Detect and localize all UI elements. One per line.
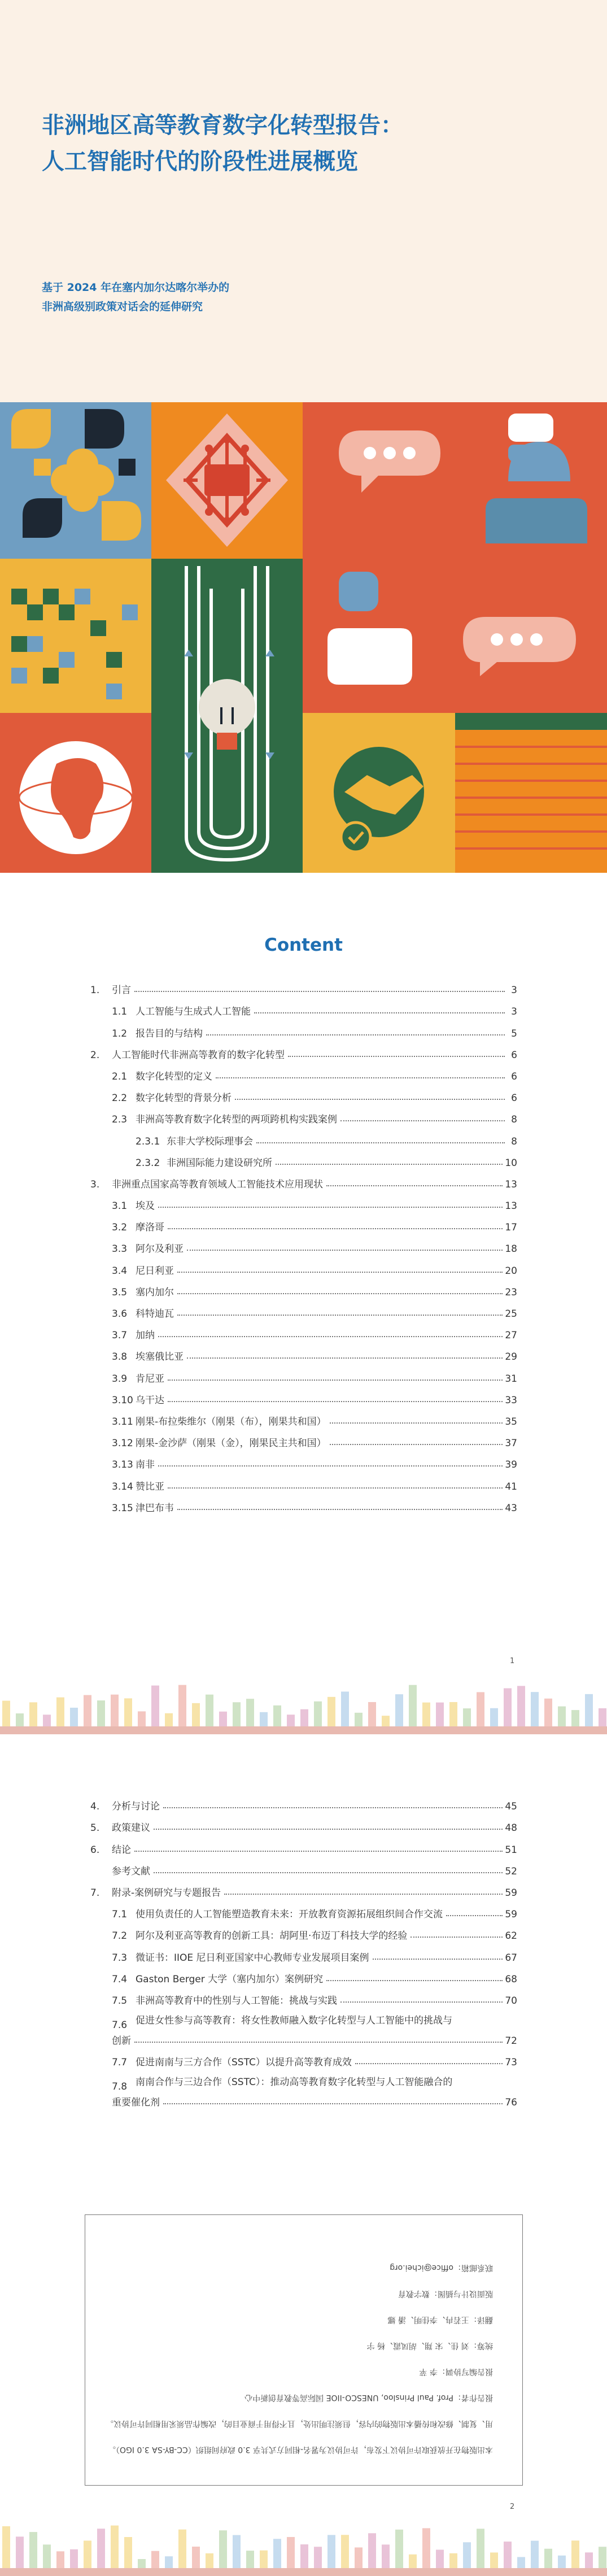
toc-entry-label: 数字化转型的定义 [136, 1071, 212, 1082]
toc-entry[interactable] [90, 1320, 517, 1341]
title-line-2: 人工智能时代的阶段性进展概览 [42, 149, 358, 175]
toc-leader-dots [326, 1980, 503, 1981]
toc-entry[interactable] [90, 1899, 517, 1920]
toc-leader-dots [177, 1315, 503, 1316]
stripe-tile [455, 713, 607, 873]
toc-entry-label: 南南合作与三边合作（SSTC）：推动高等教育数字化转型与人工智能融合的 [136, 2077, 453, 2088]
toc-entry-label: 乌干达 [136, 1394, 164, 1406]
toc-entry-label: 东非大学校际理事会 [167, 1135, 253, 1147]
toc-entry-label: 阿尔及利亚 [136, 1243, 184, 1255]
stripe-base [0, 2568, 607, 2576]
toc-entry-page: 6 [511, 1071, 517, 1082]
toc-leader-dots [187, 1250, 503, 1251]
toc-entry[interactable] [90, 1363, 517, 1384]
toc-leader-dots [288, 1056, 505, 1057]
toc-entry[interactable] [90, 1190, 517, 1212]
toc-entry-page: 76 [505, 2097, 517, 2109]
toc-entry[interactable] [90, 1492, 517, 1514]
toc-entry[interactable] [90, 1385, 517, 1406]
toc-entry-number: 2.2 [112, 1093, 128, 1104]
toc-entry-label: Gaston Berger 大学（塞内加尔）案例研究 [136, 1973, 324, 1985]
toc-entry-page: 20 [505, 1265, 517, 1277]
toc-entry-label: 人工智能时代非洲高等教育的数字化转型 [112, 1049, 285, 1061]
imprint-line: 报告作者：Prof. Paul Prinsloo, UNESCO-IIOE 国际高等教育创新中心 [244, 2393, 493, 2402]
toc-entry-number: 3.13 [112, 1459, 133, 1471]
toc-leader-dots [340, 2001, 503, 2003]
toc-entry-label: 刚果-金沙萨（刚果（金），刚果民主共和国） [136, 1438, 326, 1450]
imprint-line: 统筹：刘 佳、宋 翔、胡凤霞、杨 宇 [366, 2341, 493, 2350]
toc-entry-number: 2.3 [112, 1114, 128, 1126]
imprint-box [85, 2214, 523, 2486]
toc-entry-number: 7.3 [112, 1952, 128, 1964]
toc-leader-dots [224, 1894, 503, 1895]
toc-entry[interactable] [90, 1428, 517, 1449]
toc-entry[interactable] [90, 2068, 517, 2108]
toc-entry-number: 3.3 [112, 1243, 128, 1255]
toc-entry-label-cont: 创新 [112, 2035, 131, 2047]
toc-entry[interactable] [90, 974, 517, 996]
toc-entry[interactable] [90, 1061, 517, 1082]
toc-leader-dots [340, 1120, 505, 1121]
toc-entry-page: 43 [505, 1502, 517, 1514]
toc-leader-dots [168, 1228, 503, 1229]
toc-entry-number: 7. [90, 1887, 100, 1899]
toc-entry-page: 31 [505, 1373, 517, 1385]
toc-entry-number: 1.1 [112, 1006, 128, 1018]
toc-entry-label: 引言 [112, 985, 131, 997]
toc-entry-label: 非洲重点国家高等教育领域人工智能技术应用现状 [112, 1178, 323, 1190]
toc-entry-number: 7.5 [112, 1995, 128, 2007]
toc-entry-page: 48 [505, 1822, 517, 1834]
toc-entry-number: 7.6 [112, 2019, 128, 2031]
toc-leader-dots [158, 1336, 503, 1337]
toc-entry-page: 25 [505, 1308, 517, 1320]
toc-leader-dots [446, 1915, 503, 1916]
globe-africa-icon [0, 713, 151, 873]
toc-entry-number: 1. [90, 985, 100, 997]
toc-entry-page: 13 [505, 1200, 517, 1212]
toc-entry-label: 人工智能与生成式人工智能 [136, 1006, 251, 1018]
toc-entry-label: 微证书：IIOE 尼日利亚国家中心教师专业发展项目案例 [136, 1952, 369, 1964]
imprint-text [85, 2215, 522, 2485]
toc-entry[interactable] [90, 1277, 517, 1298]
toc-entry[interactable] [90, 1964, 517, 1985]
toc-entry-number: 3.2 [112, 1222, 128, 1234]
toc-entry-page: 23 [505, 1286, 517, 1298]
toc-entry-page: 3 [511, 985, 517, 997]
toc-leader-dots [373, 1959, 503, 1960]
toc-entry-number: 7.1 [112, 1909, 128, 1921]
toc-entry-number: 3.14 [112, 1481, 133, 1492]
toc-entry-label: 政策建议 [112, 1822, 150, 1834]
toc-entry[interactable] [90, 1920, 517, 1942]
toc-entry[interactable] [90, 1169, 517, 1190]
lightbulb-maze-icon [151, 559, 303, 873]
toc-entry[interactable] [90, 1341, 517, 1363]
toc-entry-number: 7.4 [112, 1973, 128, 1985]
toc-entry-page: 70 [505, 1995, 517, 2007]
toc-entry-label: 津巴布韦 [136, 1502, 174, 1514]
toc-entry-number: 3.9 [112, 1373, 128, 1385]
toc-leader-dots [154, 1829, 503, 1830]
toc-leader-dots [187, 1357, 503, 1359]
toc-entry-page: 27 [505, 1330, 517, 1342]
toc-entry-page: 35 [505, 1416, 517, 1428]
stripe-base [0, 1726, 607, 1734]
decorative-stripe-1 [0, 1672, 607, 1734]
cover-artwork [0, 402, 607, 873]
toc-leader-dots [154, 1872, 503, 1873]
toc-entry[interactable] [90, 1406, 517, 1428]
toc-entry-page: 41 [505, 1481, 517, 1492]
imprint-line: 用、复制、修改和传播本出版物的内容，但须注明出处，且不得用于商业目的，改编作品须采用相同许可协议。 [106, 2419, 493, 2428]
toc-entry-page: 51 [505, 1844, 517, 1856]
toc-entry-page: 72 [505, 2035, 517, 2047]
toc-entry-label: 报告目的与结构 [136, 1028, 203, 1039]
toc-entry-number: 3.7 [112, 1330, 128, 1342]
toc-entry-page: 6 [511, 1049, 517, 1061]
toc-leader-dots [177, 1272, 503, 1273]
toc-entry-label: 分析与讨论 [112, 1801, 160, 1813]
toc-entry-label: 科特迪瓦 [136, 1308, 174, 1320]
toc-entry-label: 参考文献 [112, 1865, 150, 1877]
toc-entry-number: 3.8 [112, 1351, 128, 1363]
imprint-line: 本出版物在开放获取许可协议下发布，许可协议为署名-相同方式共享 3.0 政府间组织（CC-BY-SA 3.0 IGO）。 [108, 2445, 493, 2454]
toc-entry-number: 6. [90, 1844, 100, 1856]
imprint-line: 联系邮箱：office@ichei.org [390, 2263, 493, 2272]
toc-leader-dots [168, 1487, 503, 1489]
toc-entry[interactable] [90, 1942, 517, 1963]
toc-leader-dots [158, 1207, 503, 1208]
toc-entry-number: 7.8 [112, 2081, 128, 2093]
toc-leader-dots [177, 1509, 503, 1510]
toc-leader-dots [330, 1444, 503, 1445]
toc-entry-label: 非洲高等教育中的性别与人工智能：挑战与实践 [136, 1995, 337, 2007]
subtitle-line-1: 基于 2024 年在塞内加尔达喀尔举办的 [42, 281, 230, 294]
toc-entry-number: 2.1 [112, 1071, 128, 1082]
toc-entry-label: 肯尼亚 [136, 1373, 164, 1385]
report-subtitle [42, 278, 494, 316]
toc-entry-page: 3 [511, 1006, 517, 1018]
toc-entry-page: 33 [505, 1394, 517, 1406]
toc-leader-dots [177, 1293, 503, 1294]
toc-leader-dots [206, 1034, 505, 1035]
imprint-line: 版面设计与插图：数字教育 [398, 2289, 493, 2298]
toc-entry-label: 尼日利亚 [136, 1265, 174, 1277]
toc-entry-label: 促进女性参与高等教育：将女性教师融入数字化转型与人工智能中的挑战与 [136, 2014, 452, 2026]
handshake-icon [303, 713, 455, 873]
toc-entry[interactable] [90, 1856, 517, 1877]
decorative-stripe-2 [0, 2514, 607, 2576]
toc-entry[interactable] [90, 1104, 517, 1125]
toc-entry-page: 6 [511, 1093, 517, 1104]
toc-leader-dots [168, 1401, 503, 1402]
toc-entry-number: 3.6 [112, 1308, 128, 1320]
toc-entry[interactable] [90, 1212, 517, 1233]
toc-leader-dots [235, 1099, 505, 1100]
toc-entry-label: 刚果-布拉柴维尔（刚果（布），刚果共和国） [136, 1416, 326, 1428]
toc-entry[interactable] [90, 2047, 517, 2068]
toc-entry-label: 使用负责任的人工智能塑造教育未来：开放教育资源拓展组织间合作交流 [136, 1909, 443, 1921]
toc-entry-number: 7.2 [112, 1930, 128, 1942]
toc-entry-number: 3.4 [112, 1265, 128, 1277]
toc-entry[interactable] [90, 2007, 517, 2047]
toc-leader-dots [254, 1012, 505, 1013]
title-line-1: 非洲地区高等教育数字化转型报告： [42, 112, 403, 138]
toc-entry-page: 59 [505, 1909, 517, 1921]
toc-leader-dots [276, 1164, 503, 1165]
toc-entry-label: 南非 [136, 1459, 155, 1471]
subtitle-line-2: 非洲高级别政策对话会的延伸研究 [42, 301, 203, 313]
toc-leader-dots [411, 1937, 503, 1938]
toc-entry-label: 埃及 [136, 1200, 155, 1212]
toc-entry-page: 59 [505, 1887, 517, 1899]
toc-entry-number: 3.1 [112, 1200, 128, 1212]
toc-entry[interactable] [90, 1470, 517, 1492]
toc-leader-dots [168, 1380, 503, 1381]
toc-entry[interactable] [90, 1791, 517, 1812]
toc-entry-label: 埃塞俄比亚 [136, 1351, 184, 1363]
toc-entry-number: 2.3.2 [136, 1157, 160, 1169]
toc-entry-number: 3.15 [112, 1502, 133, 1514]
toc-leader-dots [326, 1185, 503, 1186]
toc-entry-label: 非洲高等教育数字化转型的两项跨机构实践案例 [136, 1114, 337, 1126]
imprint-line: 报告编写协调：李 苹 [419, 2367, 493, 2376]
toc-entry-page: 8 [511, 1135, 517, 1147]
toc-entry[interactable] [90, 1298, 517, 1320]
toc-leader-dots [158, 1465, 503, 1467]
toc-leader-dots [330, 1422, 503, 1424]
toc-entry-number: 2. [90, 1049, 100, 1061]
toc-leader-dots [256, 1142, 505, 1143]
toc-entry-label: 摩洛哥 [136, 1222, 164, 1234]
toc-leader-dots [134, 1851, 503, 1852]
chat-icon [303, 559, 607, 713]
toc-entry-label: 附录-案例研究与专题报告 [112, 1887, 221, 1899]
toc-entry[interactable] [90, 1834, 517, 1855]
toc-entry-number: 7.7 [112, 2057, 128, 2069]
pixel-pattern-icon [0, 559, 151, 713]
toc-entry-label: 赞比亚 [136, 1481, 164, 1492]
toc-entry-label: 阿尔及利亚高等教育的创新工具：胡阿里·布迈丁科技大学的经验 [136, 1930, 408, 1942]
quatrefoil-pattern-icon [0, 402, 151, 559]
toc-entry-number: 3.11 [112, 1416, 133, 1428]
speech-bubble-icon [303, 402, 607, 559]
toc-entry-page: 18 [505, 1243, 517, 1255]
circuit-diamond-icon [151, 402, 303, 559]
toc-entry-page: 8 [511, 1114, 517, 1126]
toc-entry[interactable] [90, 1255, 517, 1276]
toc-entry-page: 67 [505, 1952, 517, 1964]
toc-heading: Content [264, 935, 343, 955]
toc-leader-dots [134, 2042, 503, 2043]
toc-entry-page: 17 [505, 1222, 517, 1234]
toc-entry[interactable] [90, 1877, 517, 1899]
toc-entry-number: 1.2 [112, 1028, 128, 1039]
page-number: 1 [510, 1657, 515, 1665]
toc-entry[interactable] [90, 1449, 517, 1470]
toc-entry-page: 68 [505, 1973, 517, 1985]
toc-entry-label: 加纳 [136, 1330, 155, 1342]
toc-entry-page: 37 [505, 1438, 517, 1450]
toc-entry-page: 29 [505, 1351, 517, 1363]
toc-entry-label-cont: 重要催化剂 [112, 2097, 160, 2109]
report-title [42, 107, 573, 180]
toc-entry-number: 3.12 [112, 1438, 133, 1450]
toc-entry-label: 数字化转型的背景分析 [136, 1093, 232, 1104]
toc-entry[interactable] [90, 996, 517, 1017]
toc-entry[interactable] [90, 1147, 517, 1169]
toc-leader-dots [163, 2103, 503, 2104]
page-number: 2 [510, 2503, 515, 2511]
toc-entry-label: 促进南南与三方合作（SSTC）以提升高等教育成效 [136, 2057, 352, 2069]
toc-entry-page: 62 [505, 1930, 517, 1942]
toc-leader-dots [163, 1807, 503, 1808]
toc-entry-page: 5 [511, 1028, 517, 1039]
toc-entry-page: 13 [505, 1178, 517, 1190]
toc-entry-label: 塞内加尔 [136, 1286, 174, 1298]
toc-entry[interactable] [90, 1082, 517, 1104]
toc-entry-page: 45 [505, 1801, 517, 1813]
toc-entry-page: 73 [505, 2057, 517, 2069]
toc-entry[interactable] [90, 1812, 517, 1834]
cover-page [0, 0, 607, 873]
toc-entry-number: 3.5 [112, 1286, 128, 1298]
toc-entry-label: 结论 [112, 1844, 131, 1856]
toc-leader-dots [355, 2063, 503, 2064]
toc-entry[interactable] [90, 1233, 517, 1255]
toc-leader-dots [134, 991, 505, 992]
toc-entry-page: 52 [505, 1865, 517, 1877]
table-of-contents-1 [90, 974, 517, 1514]
toc-entry[interactable] [90, 1039, 517, 1061]
toc-entry-number: 3.10 [112, 1394, 133, 1406]
toc-entry-page: 39 [505, 1459, 517, 1471]
toc-entry-number: 3. [90, 1178, 100, 1190]
toc-entry[interactable] [90, 1125, 517, 1147]
toc-entry-label: 非洲国际能力建设研究所 [167, 1157, 272, 1169]
imprint-line: 翻译：王若冉、李佳明、潘 娜 [387, 2315, 493, 2324]
toc-leader-dots [216, 1077, 505, 1078]
table-of-contents-2 [90, 1791, 517, 2108]
toc-entry-number: 2.3.1 [136, 1135, 160, 1147]
toc-entry-page: 10 [505, 1157, 517, 1169]
toc-entry[interactable] [90, 1017, 517, 1039]
toc-entry[interactable] [90, 1985, 517, 2007]
toc-entry-number: 4. [90, 1801, 100, 1813]
toc-entry-number: 5. [90, 1822, 100, 1834]
